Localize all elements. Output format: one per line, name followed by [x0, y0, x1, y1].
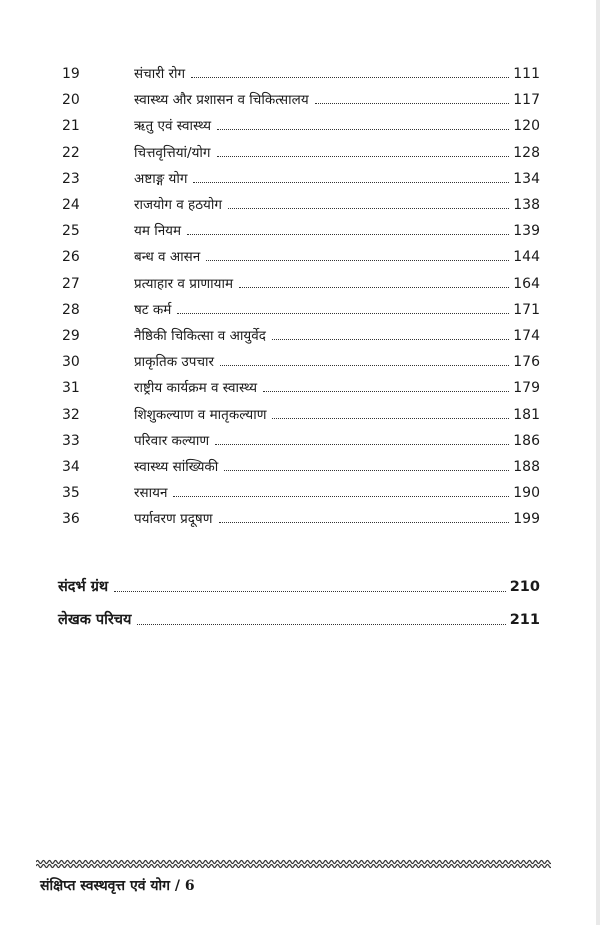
- chapter-title: बन्ध व आसन: [134, 249, 201, 266]
- chapter-number: 20: [62, 92, 80, 109]
- toc-entry: [134, 143, 540, 161]
- dot-leader: [217, 155, 510, 157]
- footer-page-number: 6: [184, 878, 195, 894]
- chapter-title: षट कर्म: [134, 301, 172, 318]
- page-number: 164: [513, 275, 540, 292]
- dot-leader: [219, 521, 510, 523]
- dot-leader: [272, 417, 509, 419]
- dot-leader: [187, 233, 509, 235]
- page-number: 181: [513, 406, 540, 423]
- chapter-number: 35: [62, 485, 80, 502]
- page-number: 144: [513, 249, 540, 266]
- chapter-title: परिवार कल्याण: [134, 432, 210, 449]
- dot-leader: [177, 312, 509, 314]
- chapter-number: 22: [62, 144, 80, 161]
- toc-entry: [134, 116, 540, 134]
- chapter-title: प्राकृतिक उपचार: [134, 354, 215, 371]
- chapter-number: 19: [62, 66, 80, 82]
- chapter-title: शिशुकल्याण व मातृकल्याण: [134, 406, 267, 423]
- dot-leader: [137, 623, 505, 625]
- page-number: 120: [513, 118, 540, 135]
- toc-row: [0, 167, 600, 193]
- chapter-number: 24: [62, 197, 80, 213]
- chapter-title: संदर्भ ग्रंथ: [58, 579, 109, 595]
- chapter-title: संचारी रोग: [134, 66, 186, 82]
- chapter-number: 26: [62, 249, 80, 266]
- chapter-number: 32: [62, 406, 80, 423]
- chapter-number: 33: [62, 432, 80, 449]
- toc-entry: [134, 483, 540, 501]
- chapter-title: राष्ट्रीय कार्यक्रम व स्वास्थ्य: [134, 380, 258, 397]
- dot-leader: [263, 390, 509, 392]
- chapter-title: रसायन: [134, 485, 168, 502]
- toc-row: [0, 376, 600, 402]
- toc-row: [0, 88, 600, 114]
- chapter-title: ऋतु एवं स्वास्थ्य: [134, 118, 212, 135]
- footer-wavy-rule: [36, 858, 551, 870]
- page-number: 176: [513, 354, 540, 371]
- page-number: 128: [513, 144, 540, 161]
- chapter-title: चित्तवृत्तियां/योग: [134, 144, 211, 161]
- toc-row: [0, 114, 600, 140]
- toc-row: [0, 481, 600, 507]
- page-number: 199: [513, 511, 540, 528]
- toc-row: [0, 193, 600, 219]
- toc-row: [0, 455, 600, 481]
- footer-separator: /: [174, 878, 180, 894]
- toc-row: [0, 429, 600, 455]
- toc-entry: [134, 221, 540, 239]
- toc-entry: [58, 576, 540, 596]
- page-number: 117: [513, 92, 540, 109]
- toc-entry: [134, 509, 540, 527]
- toc-entry: [134, 300, 540, 318]
- toc-row: [0, 62, 600, 88]
- dot-leader: [193, 181, 509, 183]
- chapter-title: स्वास्थ्य सांख्यिकी: [134, 459, 219, 475]
- toc-row: [0, 272, 600, 298]
- page-number: 179: [513, 380, 540, 397]
- page-number: 174: [513, 328, 540, 344]
- dot-leader: [224, 469, 509, 471]
- chapter-title: प्रत्याहार व प्राणायाम: [134, 275, 234, 292]
- dot-leader: [173, 495, 509, 497]
- toc-extra-row: [0, 574, 600, 600]
- chapter-number: 30: [62, 354, 80, 371]
- toc-entry: [134, 352, 540, 370]
- dot-leader: [220, 364, 509, 366]
- toc-row: [0, 219, 600, 245]
- dot-leader: [191, 76, 509, 78]
- toc-row: [0, 403, 600, 429]
- page-number: 138: [513, 197, 540, 213]
- toc-entry: [134, 247, 540, 265]
- toc-entry: [134, 457, 540, 475]
- chapter-number: 36: [62, 511, 80, 528]
- chapter-title: अष्टाङ्ग योग: [134, 170, 188, 187]
- chapter-number: 34: [62, 459, 80, 475]
- toc-entry: [134, 274, 540, 292]
- dot-leader: [239, 286, 509, 288]
- chapter-number: 27: [62, 275, 80, 292]
- dot-leader: [217, 128, 509, 130]
- page-number: 171: [513, 301, 540, 318]
- dot-leader: [206, 259, 509, 261]
- toc-row: [0, 507, 600, 533]
- footer-book-title: संक्षिप्त स्वस्थवृत्त एवं योग: [40, 878, 170, 894]
- toc-row: [0, 350, 600, 376]
- chapter-title: लेखक परिचय: [58, 612, 132, 628]
- chapter-title: यम नियम: [134, 223, 182, 240]
- page-number: 134: [513, 170, 540, 187]
- toc-row: [0, 324, 600, 350]
- toc-entry: [134, 405, 540, 423]
- chapter-title: स्वास्थ्य और प्रशासन व चिकित्सालय: [134, 92, 309, 109]
- toc-row: [0, 298, 600, 324]
- page-footer: [40, 876, 195, 895]
- toc-entry: [134, 326, 540, 344]
- page-number: 211: [509, 612, 540, 628]
- chapter-number: 23: [62, 170, 80, 187]
- toc-extra-row: [0, 607, 600, 633]
- page-number: 190: [513, 485, 540, 502]
- chapter-number: 29: [62, 328, 80, 344]
- chapter-title: नैष्ठिकी चिकित्सा व आयुर्वेद: [134, 328, 266, 344]
- toc-entry: [134, 431, 540, 449]
- toc-entry: [134, 169, 540, 187]
- toc-entry: [134, 195, 540, 213]
- dot-leader: [272, 338, 509, 340]
- toc-entry: [134, 64, 540, 82]
- toc-row: [0, 141, 600, 167]
- page-number: 111: [513, 66, 540, 82]
- chapter-number: 31: [62, 380, 80, 397]
- toc-row: [0, 245, 600, 271]
- page-number: 188: [513, 459, 540, 475]
- page-number: 139: [513, 223, 540, 240]
- chapter-title: पर्यावरण प्रदूषण: [134, 511, 213, 528]
- toc-entry: [134, 378, 540, 396]
- dot-leader: [215, 443, 509, 445]
- toc-entry: [134, 90, 540, 108]
- page-number: 186: [513, 432, 540, 449]
- chapter-title: राजयोग व हठयोग: [134, 197, 222, 213]
- dot-leader: [228, 207, 509, 209]
- dot-leader: [315, 102, 510, 104]
- chapter-number: 25: [62, 223, 80, 240]
- toc-entry: [58, 609, 540, 629]
- page-number: 210: [509, 579, 540, 595]
- chapter-number: 28: [62, 301, 80, 318]
- chapter-number: 21: [62, 118, 80, 135]
- dot-leader: [114, 590, 506, 592]
